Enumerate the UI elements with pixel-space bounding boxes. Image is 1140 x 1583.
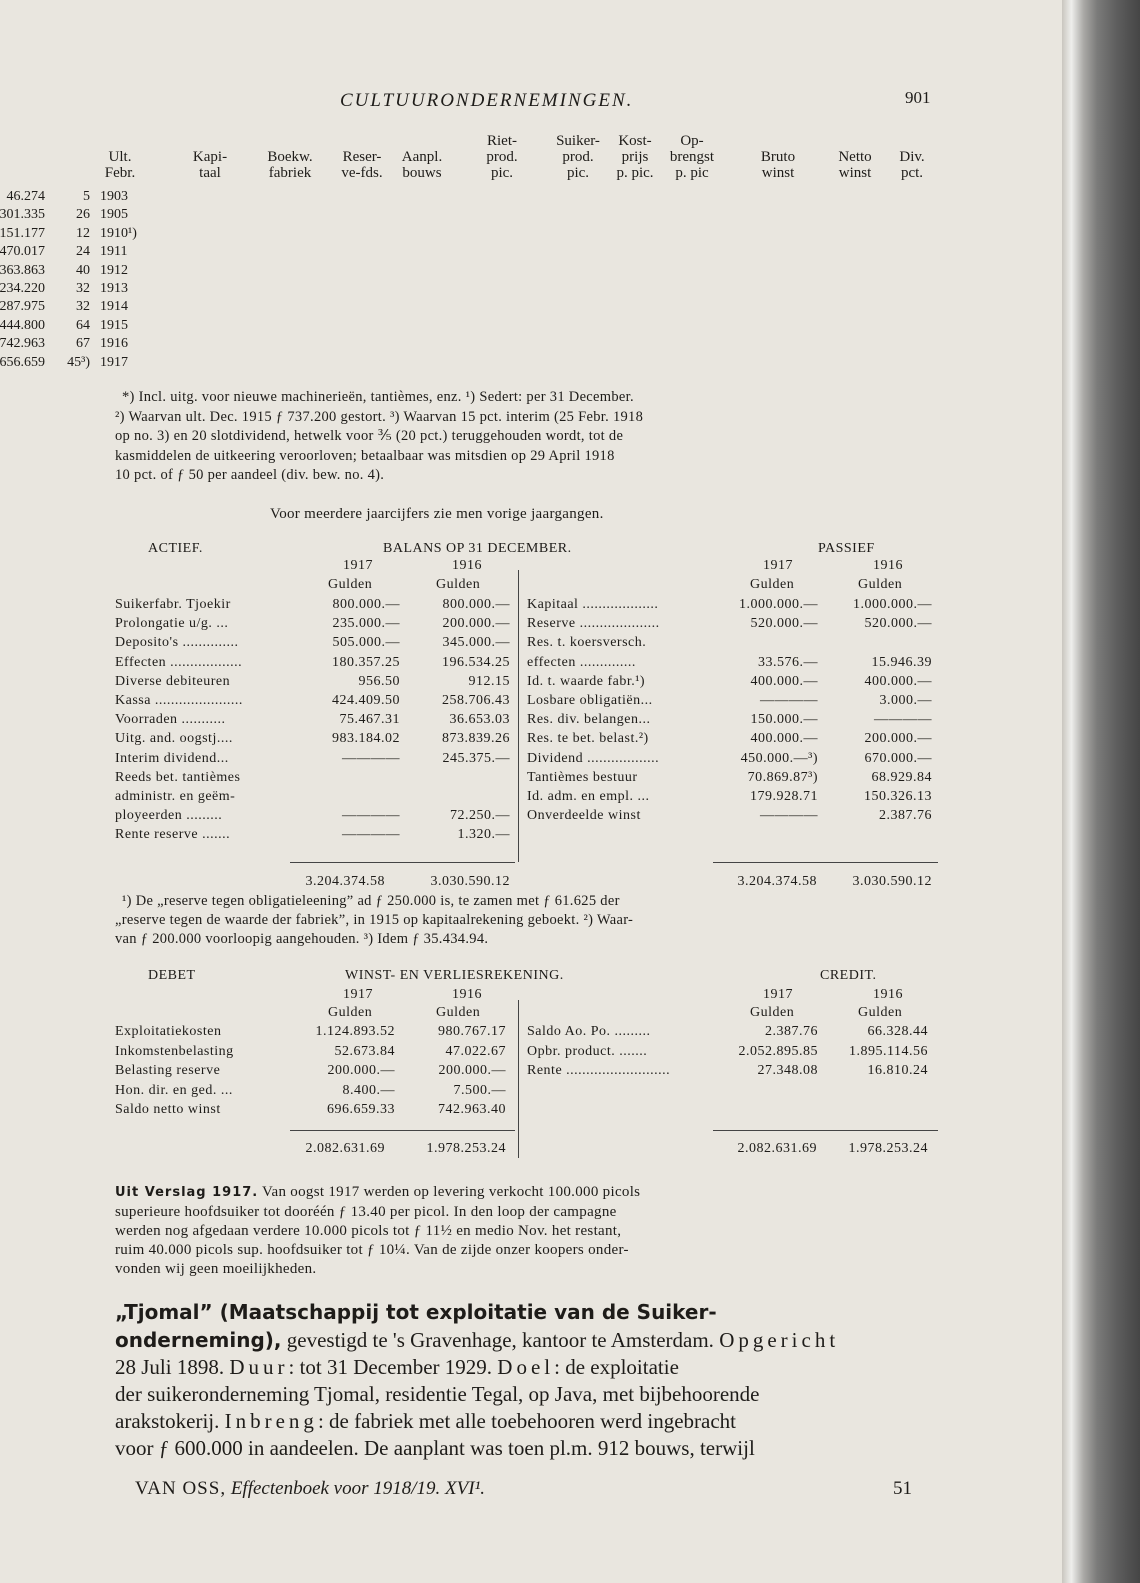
table-cell: 470.017 [0,244,45,260]
ledger-value: 2.387.76 [765,1024,818,1039]
table-cell: 1912 [100,262,128,278]
ledger-value: 75.467.31 [339,712,400,728]
table-cell: 301.335 [0,207,45,223]
credit-total-1916: 1.978.253.24 [848,1141,928,1156]
ledger-value: 742.963.40 [438,1102,506,1117]
ledger-label: Deposito's .............. [115,635,239,651]
inbreng-text: : de fabriek met alle toebehooren werd ingebracht [317,1409,736,1433]
ledger-value: 696.659.33 [327,1102,395,1117]
column-header: Op- [680,133,704,149]
ledger-value: 70.869.87³) [747,769,818,785]
ledger-label: Uitg. and. oogstj.... [115,731,233,747]
ledger-value: ———— [342,827,400,843]
page-footer [135,1478,485,1500]
credit-year-1916: 1916 [873,987,903,1002]
signature-number: 51 [893,1478,912,1499]
company-heading-end: onderneming), [115,1328,282,1352]
balance-title: BALANS OP 31 DECEMBER. [383,541,572,556]
footnote-line: *) Incl. uitg. voor nieuwe machinerieën, tantièmes, enz. ¹) Sedert: per 31 December. [122,389,634,405]
column-header: pic. [566,165,590,181]
ledger-value: 258.706.43 [442,693,510,708]
column-header: pic. [490,165,514,181]
ledger-value: ———— [342,750,400,766]
ledger-label: Id. adm. en empl. ... [527,789,650,804]
verslag-lead: Uit Verslag 1917. [115,1185,259,1200]
passief-currency-1916: Gulden [858,577,903,592]
ledger-value: 912.15 [468,673,510,689]
ledger-value: 800.000.— [442,597,510,612]
ledger-label: effecten .............. [527,654,636,670]
credit-year-1917: 1917 [763,987,793,1002]
ledger-value: 983.184.02 [332,731,400,747]
ledger-value: 180.357.25 [332,654,400,670]
column-header: p. pic. [616,165,654,181]
actief-total-1917: 3.204.374.58 [305,874,385,889]
table-cell: 45³) [67,354,90,370]
ledger-value: 1.124.893.52 [315,1024,395,1039]
ledger-value: 179.928.71 [750,789,818,804]
table-cell: 67 [76,336,90,352]
ledger-label: Suikerfabr. Tjoekir [115,597,231,612]
column-header: prijs [621,149,649,165]
ledger-value: 520.000.— [864,616,932,632]
table-cell: 1914 [100,299,128,315]
table-cell: 24 [76,244,90,260]
ledger-label: Inkomstenbelasting [115,1043,234,1059]
passief-year-1917: 1917 [763,558,793,573]
profit-loss-title: WINST- EN VERLIESREKENING. [345,968,564,983]
credit-total-1917: 2.082.631.69 [737,1141,817,1156]
ledger-label: Rente .......................... [527,1063,671,1078]
ledger-label: Losbare obligatiën... [527,693,653,708]
column-header: brengst [669,149,715,165]
doel-label: Doel [497,1355,555,1379]
table-cell: 12 [76,225,90,241]
column-header: Riet- [487,133,517,149]
ledger-value: 36.653.03 [449,712,510,728]
ledger-label: Interim dividend... [115,750,229,766]
table-cell: 46.274 [6,189,45,204]
ledger-value: 150.326.13 [864,789,932,804]
table-cell: 1917 [100,354,128,370]
debet-total-1916: 1.978.253.24 [426,1141,506,1156]
ledger-label: Voorraden ........... [115,712,226,728]
table-cell: 5 [83,189,90,204]
ledger-value: 68.929.84 [871,769,932,785]
passief-total-rule [713,862,938,863]
column-header: bouws [402,165,442,181]
ledger-value: 1.000.000.— [853,597,932,612]
company-line-4: der suikeronderneming Tjomal, residentie Tegal, op Java, met bijbehoorende [115,1382,760,1406]
ledger-label: Res. div. belangen... [527,712,651,728]
table-cell: 1910¹) [100,225,137,241]
passief-year-1916: 1916 [873,558,903,573]
column-header: winst [838,165,872,181]
credit-currency-1916: Gulden [858,1005,903,1020]
footnote-line: kasmiddelen de uitkeering veroorloven; betaalbaar was mitsdien op 29 April 1918 [115,447,615,464]
debet-total-rule [290,1130,515,1131]
ledger-value: 520.000.— [750,616,818,632]
ledger-value: 400.000.— [750,731,818,747]
ledger-label: Tantièmes bestuur [527,769,638,785]
debet-year-1916: 1916 [452,987,482,1002]
ledger-value: ———— [874,712,932,728]
passief-currency-1917: Gulden [750,577,795,592]
ledger-value: 2.052.895.85 [738,1043,818,1059]
footnote-line: ²) Waarvan ult. Dec. 1915 ƒ 737.200 gestort. ³) Waarvan 15 pct. interim (25 Febr. 1918 [115,408,644,425]
ledger-label: Opbr. product. ....... [527,1043,648,1059]
ledger-value: 196.534.25 [442,654,510,670]
company-line-6: voor ƒ 600.000 in aandeelen. De aanplant was toen pl.m. 912 bouws, terwijl [115,1436,755,1460]
doel-text: : de exploitatie [554,1355,679,1379]
ledger-value: 956.50 [358,673,400,689]
ledger-value: 47.022.67 [445,1043,506,1059]
yearly-figures-table [0,133,945,393]
ledger-label: Res. t. koersversch. [527,635,647,651]
profit-loss-divider [518,1000,519,1158]
ledger-value: 3.000.— [879,693,932,708]
column-header: Ult. [108,149,132,165]
actief-title: ACTIEF. [148,541,203,556]
founding-date: 28 Juli 1898. [115,1355,230,1379]
table-cell: 234.220 [0,281,45,296]
ledger-value: 27.348.08 [757,1063,818,1078]
table-cell: 32 [76,281,90,296]
debet-title: DEBET [148,968,196,983]
page-number: 901 [905,88,931,107]
ledger-value: 400.000.— [864,673,932,689]
table-cell: 32 [76,299,90,315]
ledger-value: 200.000.— [442,616,510,632]
table-cell: 287.975 [0,299,45,315]
footnote-line: 10 pct. of ƒ 50 per aandeel (div. bew. no. 4). [115,467,385,483]
ledger-label: Prolongatie u/g. ... [115,616,229,632]
ledger-value: ———— [760,808,818,824]
ledger-label: Rente reserve ....... [115,827,231,843]
column-header: Div. [899,149,925,165]
ledger-value: 16.810.24 [867,1063,928,1078]
verslag-line-1 [115,1184,640,1201]
inbreng-label: Inbreng [224,1409,318,1433]
footer-book: Effectenboek voor 1918/19. [230,1478,441,1499]
ledger-value: 670.000.— [864,750,932,766]
column-header: fabriek [268,165,312,181]
ledger-label: Belasting reserve [115,1063,221,1078]
ledger-label: Res. te bet. belast.²) [527,731,649,747]
column-header: Suiker- [556,133,600,149]
ledger-label: Hon. dir. en ged. ... [115,1082,233,1098]
duur-label: Duur [229,1355,289,1379]
debet-year-1917: 1917 [343,987,373,1002]
duration: : tot 31 December 1929. [288,1355,498,1379]
ledger-label: administr. en geëm- [115,789,236,804]
actief-year-1916: 1916 [452,558,482,573]
ledger-label: Dividend .................. [527,750,660,766]
footnote-line: op no. 3) en 20 slotdividend, hetwelk voor ⅗ (20 pct.) teruggehouden wordt, tot de [115,428,624,444]
column-header: ve-fds. [341,165,383,181]
ledger-value: 72.250.— [450,808,510,824]
ledger-value: ———— [760,693,818,708]
ledger-value: 424.409.50 [332,693,400,708]
table-cell: 742.963 [0,336,45,352]
column-header: prod. [562,149,594,165]
table-cell: 1903 [100,189,128,204]
ledger-value: 15.946.39 [871,654,932,670]
table-cell: 40 [76,262,90,278]
column-header: prod. [486,149,518,165]
ledger-value: 7.500.— [453,1082,506,1098]
column-header: winst [761,165,795,181]
passief-title: PASSIEF [818,541,875,556]
company-line-3 [115,1355,679,1380]
running-header: CULTUURONDERNEMINGEN. [340,90,634,111]
table-cell: 64 [76,317,90,333]
ledger-label: Id. t. waarde fabr.¹) [527,673,646,689]
table-cell: 1913 [100,281,128,296]
balance-note-line: van ƒ 200.000 voorloopig aangehouden. ³) Idem ƒ 35.434.94. [115,931,489,947]
ledger-value: 1.000.000.— [739,597,818,612]
ledger-value: 200.000.— [438,1063,506,1078]
debet-currency-1916: Gulden [436,1005,481,1020]
actief-total-rule [290,862,515,863]
ledger-label: Reserve .................... [527,616,660,632]
ledger-value: 450.000.—³) [740,750,818,766]
verslag-line-5: vonden wij geen moeilijkheden. [115,1261,317,1277]
ledger-value: 873.839.26 [442,731,510,747]
ledger-value: 1.320.— [457,827,510,843]
column-header: p. pic [675,165,709,181]
ledger-value: 2.387.76 [879,808,932,824]
ledger-value: 52.673.84 [334,1043,395,1059]
verslag-line-4: ruim 40.000 picols sup. hoofdsuiker tot ƒ 10¼. Van de zijde onzer koopers onder- [115,1242,629,1258]
column-header: Netto [838,149,872,165]
ledger-label: Saldo netto winst [115,1102,221,1117]
table-cell: 363.863 [0,262,45,278]
see-previous-years: Voor meerdere jaarcijfers zie men vorige jaargangen. [270,506,604,522]
footer-author: VAN OSS, [135,1478,227,1499]
column-header: Kapi- [192,149,228,165]
column-header: Bruto [760,149,796,165]
ledger-label: Diverse debiteuren [115,673,231,689]
table-cell: 1911 [100,244,128,260]
column-header: pct. [900,165,924,181]
ledger-value: 800.000.— [332,597,400,612]
ledger-value: 980.767.17 [438,1024,506,1039]
ledger-label: Onverdeelde winst [527,808,641,824]
credit-title: CREDIT. [820,968,877,983]
verslag-line-2: superieure hoofdsuiker tot dooréén ƒ 13.40 per picol. In den loop der campagne [115,1204,617,1220]
ledger-value: 150.000.— [750,712,818,728]
opgericht-label: Opgericht [719,1328,840,1352]
credit-currency-1917: Gulden [750,1005,795,1020]
ledger-value: 505.000.— [332,635,400,651]
verslag-line-3: werden nog afgedaan verdere 10.000 picols tot ƒ 11½ en medio Nov. het restant, [115,1223,622,1239]
ledger-value: 200.000.— [327,1063,395,1078]
footer-volume: XVI¹. [445,1478,486,1499]
actief-currency-1916: Gulden [436,577,481,592]
ledger-label: Exploitatiekosten [115,1024,222,1039]
passief-total-1917: 3.204.374.58 [737,874,817,889]
ledger-label: Kassa ...................... [115,693,243,708]
ledger-label: Kapitaal ................... [527,597,659,612]
ledger-label: ployeerden ......... [115,808,223,824]
arakstokerij: arakstokerij. [115,1409,225,1433]
ledger-value: 235.000.— [332,616,400,632]
ledger-label: Reeds bet. tantièmes [115,769,241,785]
ledger-value: 1.895.114.56 [849,1043,928,1059]
book-binding [1062,0,1140,1583]
table-cell: 1905 [100,207,128,223]
company-seat: gevestigd te 's Gravenhage, kantoor te Amsterdam. [281,1328,720,1352]
company-heading: „Tjomal” (Maatschappij tot exploitatie van de Suiker- [115,1300,717,1324]
column-header: Reser- [342,149,382,165]
credit-total-rule [713,1130,938,1131]
ledger-value: 33.576.— [758,654,818,670]
table-cell: 1916 [100,336,128,352]
actief-year-1917: 1917 [343,558,373,573]
debet-total-1917: 2.082.631.69 [305,1141,385,1156]
debet-currency-1917: Gulden [328,1005,373,1020]
column-header: Aanpl. [401,149,443,165]
balance-note-line: „reserve tegen de waarde der fabriek”, in 1915 op kapitaalrekening geboekt. ²) Waar- [115,912,634,928]
column-header: Febr. [104,165,136,181]
balance-note-line: ¹) De „reserve tegen obligatieleening” ad ƒ 250.000 is, te zamen met ƒ 61.625 der [122,893,620,909]
actief-total-1916: 3.030.590.12 [430,874,510,889]
ledger-value: ———— [342,808,400,824]
ledger-value: 345.000.— [442,635,510,651]
table-cell: 656.659 [0,354,45,370]
table-cell: 1915 [100,317,128,333]
column-header: Boekw. [267,149,313,165]
company-line-5 [115,1409,736,1434]
table-cell: 26 [76,207,90,223]
verslag-text-1: Van oogst 1917 werden op levering verkocht 100.000 picols [258,1184,641,1200]
passief-total-1916: 3.030.590.12 [852,874,932,889]
ledger-value: 66.328.44 [867,1024,928,1039]
company-line-2 [115,1328,839,1353]
table-cell: 444.800 [0,317,45,333]
column-header: taal [199,165,221,181]
ledger-value: 200.000.— [864,731,932,747]
ledger-value: 400.000.— [750,673,818,689]
table-cell: 151.177 [0,225,45,241]
ledger-value: 8.400.— [342,1082,395,1098]
ledger-value: 245.375.— [442,750,510,766]
balance-divider [518,570,519,862]
ledger-label: Saldo Ao. Po. ......... [527,1024,651,1039]
actief-currency-1917: Gulden [328,577,373,592]
column-header: Kost- [618,133,652,149]
ledger-label: Effecten .................. [115,654,243,670]
